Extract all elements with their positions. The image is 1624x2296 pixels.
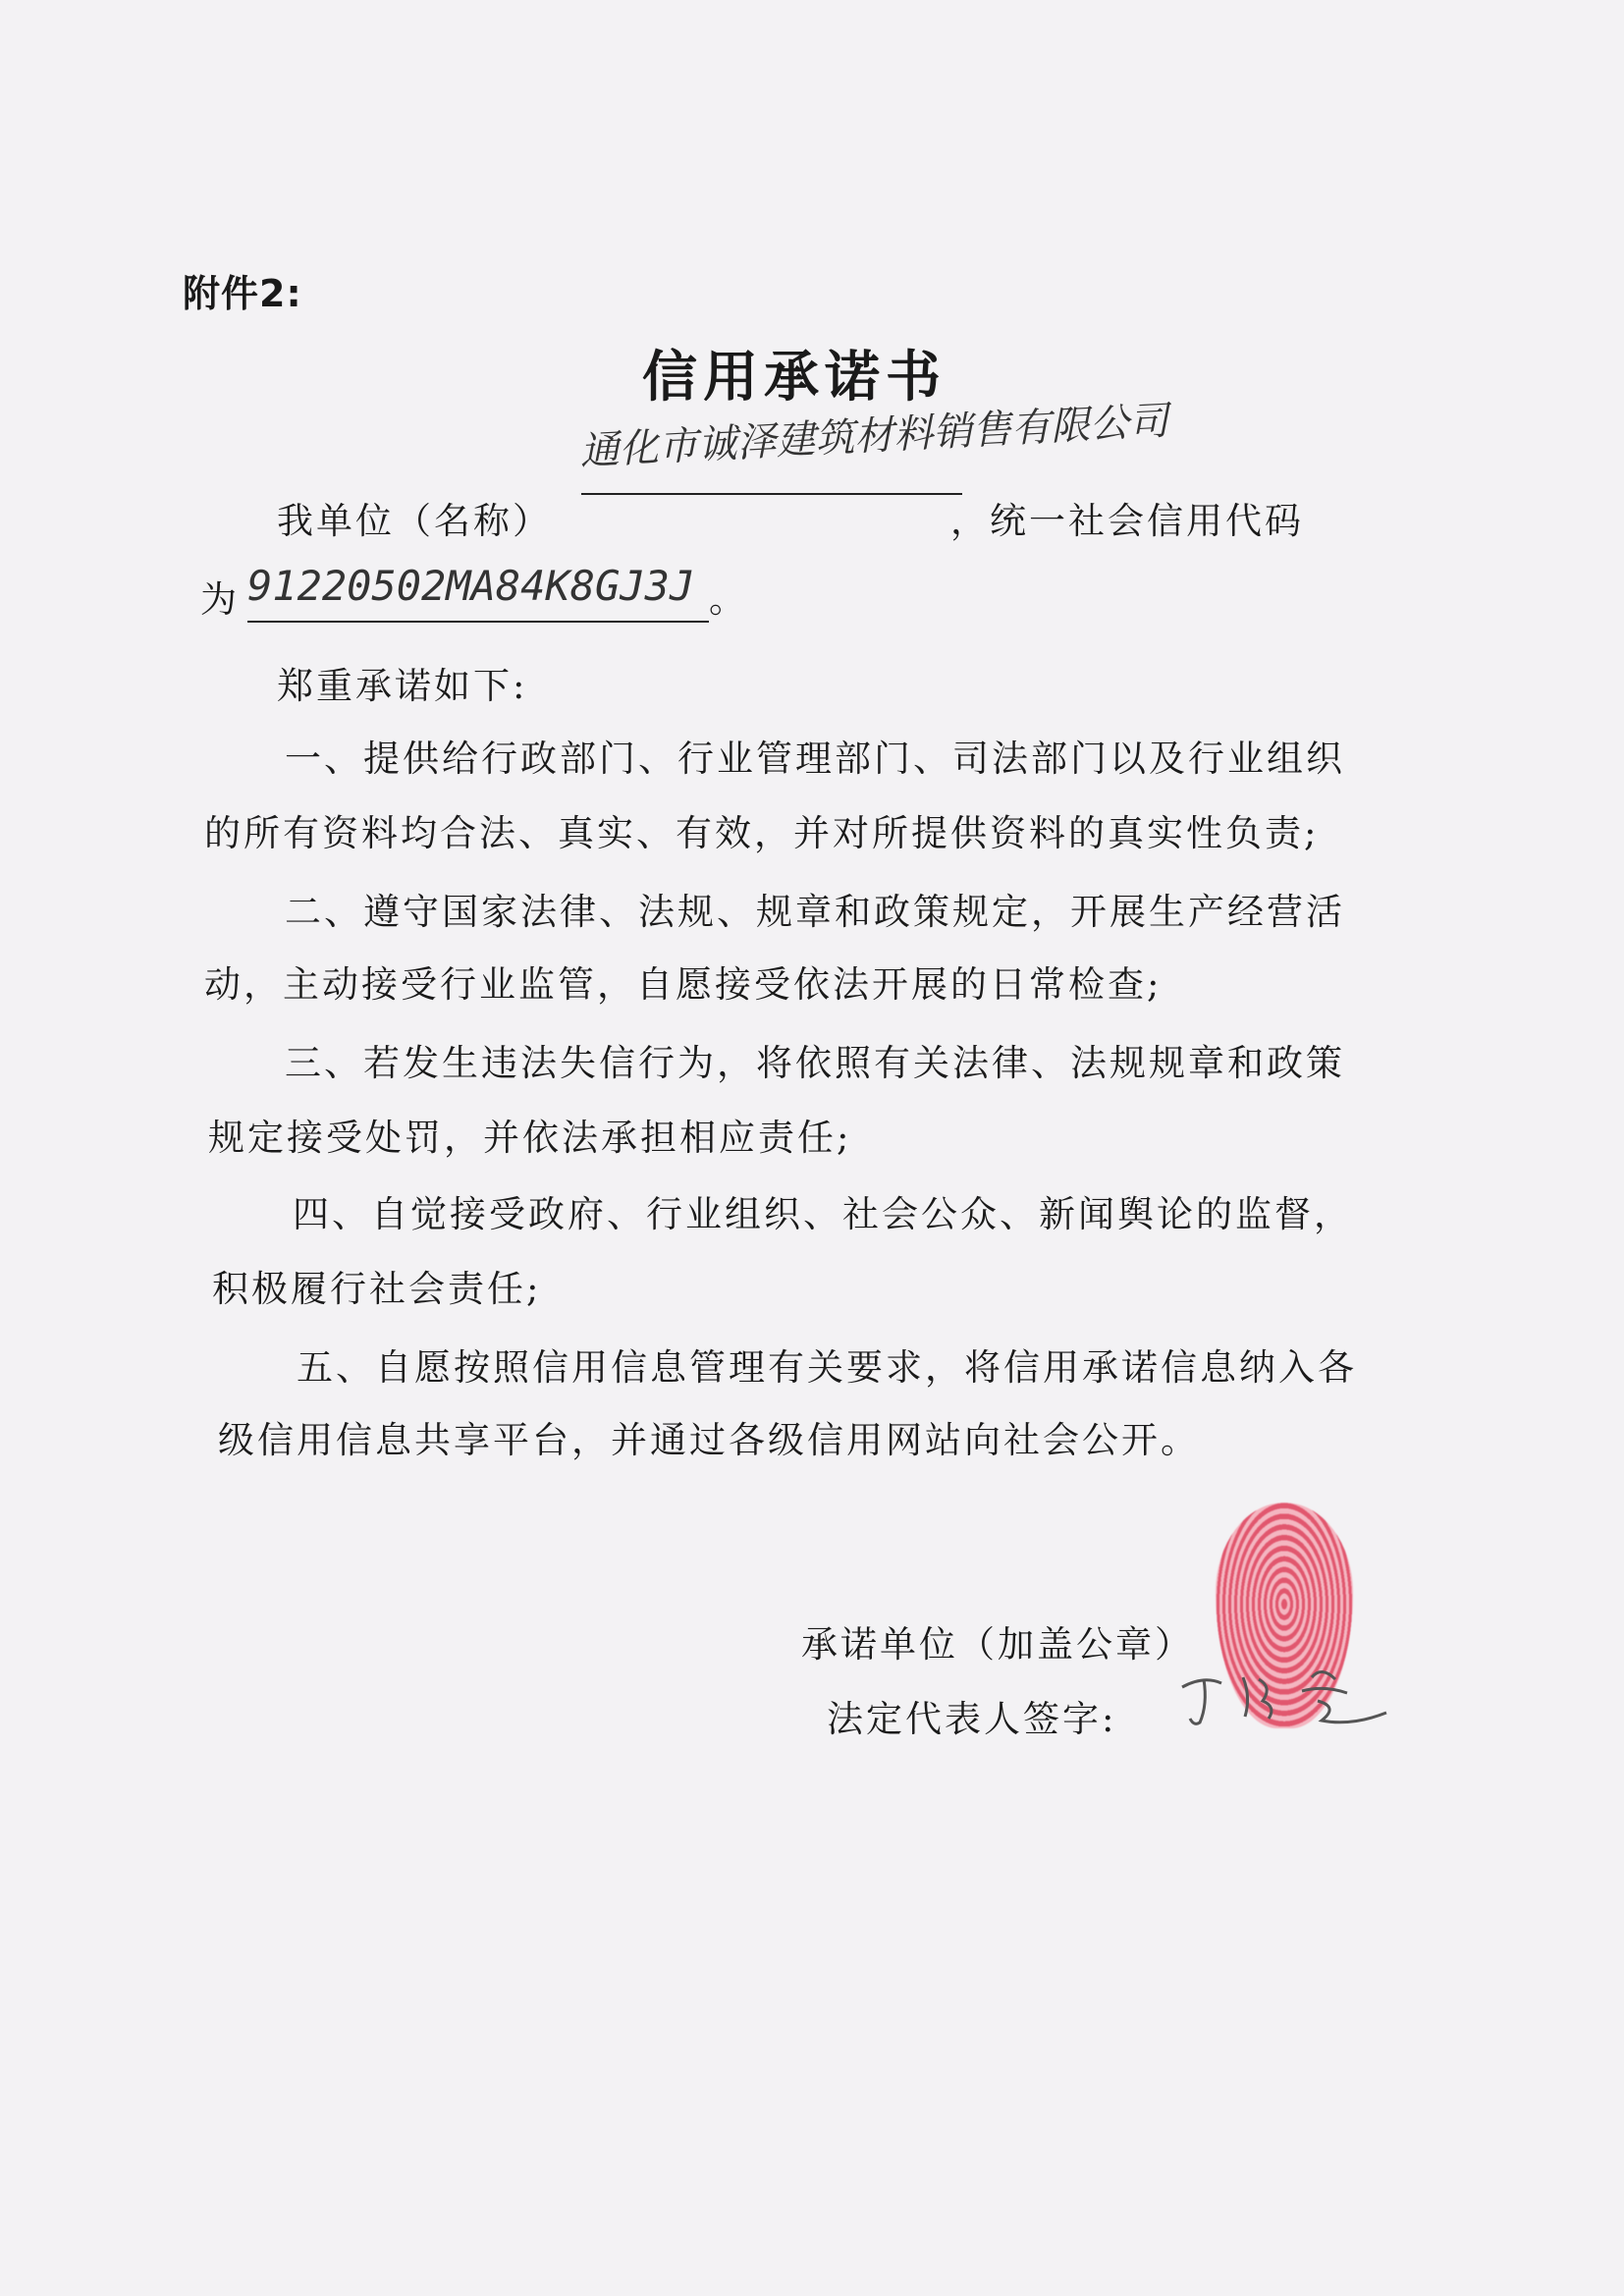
credit-code-underline [247, 621, 709, 623]
item-1-line-2: 的所有资料均合法、真实、有效，并对所提供资料的真实性负责; [204, 812, 1320, 854]
item-1-line-1: 一、提供给行政部门、行业管理部门、司法部门以及行业组织 [285, 738, 1345, 780]
code-suffix: 。 [709, 578, 748, 621]
intro-prefix: 我单位（名称） [277, 500, 552, 542]
item-5-line-1: 五、自愿按照信用信息管理有关要求，将信用承诺信息纳入各 [297, 1346, 1357, 1389]
code-prefix: 为 [200, 578, 240, 621]
document-title: 信用承诺书 [642, 345, 947, 410]
company-name-underline [581, 493, 962, 495]
legal-rep-signature [1174, 1658, 1400, 1736]
signature-scribble [1174, 1658, 1400, 1736]
solemn-statement: 郑重承诺如下: [277, 665, 528, 707]
legal-rep-label: 法定代表人签字: [827, 1698, 1117, 1740]
commitment-unit-label: 承诺单位（加盖公章） [801, 1623, 1194, 1666]
credit-code-field [247, 562, 758, 630]
company-name-field [578, 398, 1229, 501]
attachment-label: 附件2: [183, 272, 302, 315]
intro-middle: ，统一社会信用代码 [950, 500, 1304, 542]
item-3-line-1: 三、若发生违法失信行为，将依照有关法律、法规规章和政策 [285, 1042, 1345, 1084]
item-4-line-1: 四、自觉接受政府、行业组织、社会公众、新闻舆论的监督， [293, 1193, 1353, 1235]
item-2-line-2: 动，主动接受行业监管，自愿接受依法开展的日常检查; [204, 963, 1163, 1006]
item-5-line-2: 级信用信息共享平台，并通过各级信用网站向社会公开。 [218, 1419, 1200, 1461]
company-name-handwritten: 通化市诚泽建筑材料销售有限公司 [578, 398, 1170, 475]
item-2-line-1: 二、遵守国家法律、法规、规章和政策规定，开展生产经营活 [285, 891, 1345, 933]
item-4-line-2: 积极履行社会责任; [212, 1268, 542, 1310]
credit-code-handwritten: 91220502MA84K8GJ3J [247, 562, 695, 610]
item-3-line-2: 规定接受处罚，并依法承担相应责任; [208, 1117, 852, 1159]
